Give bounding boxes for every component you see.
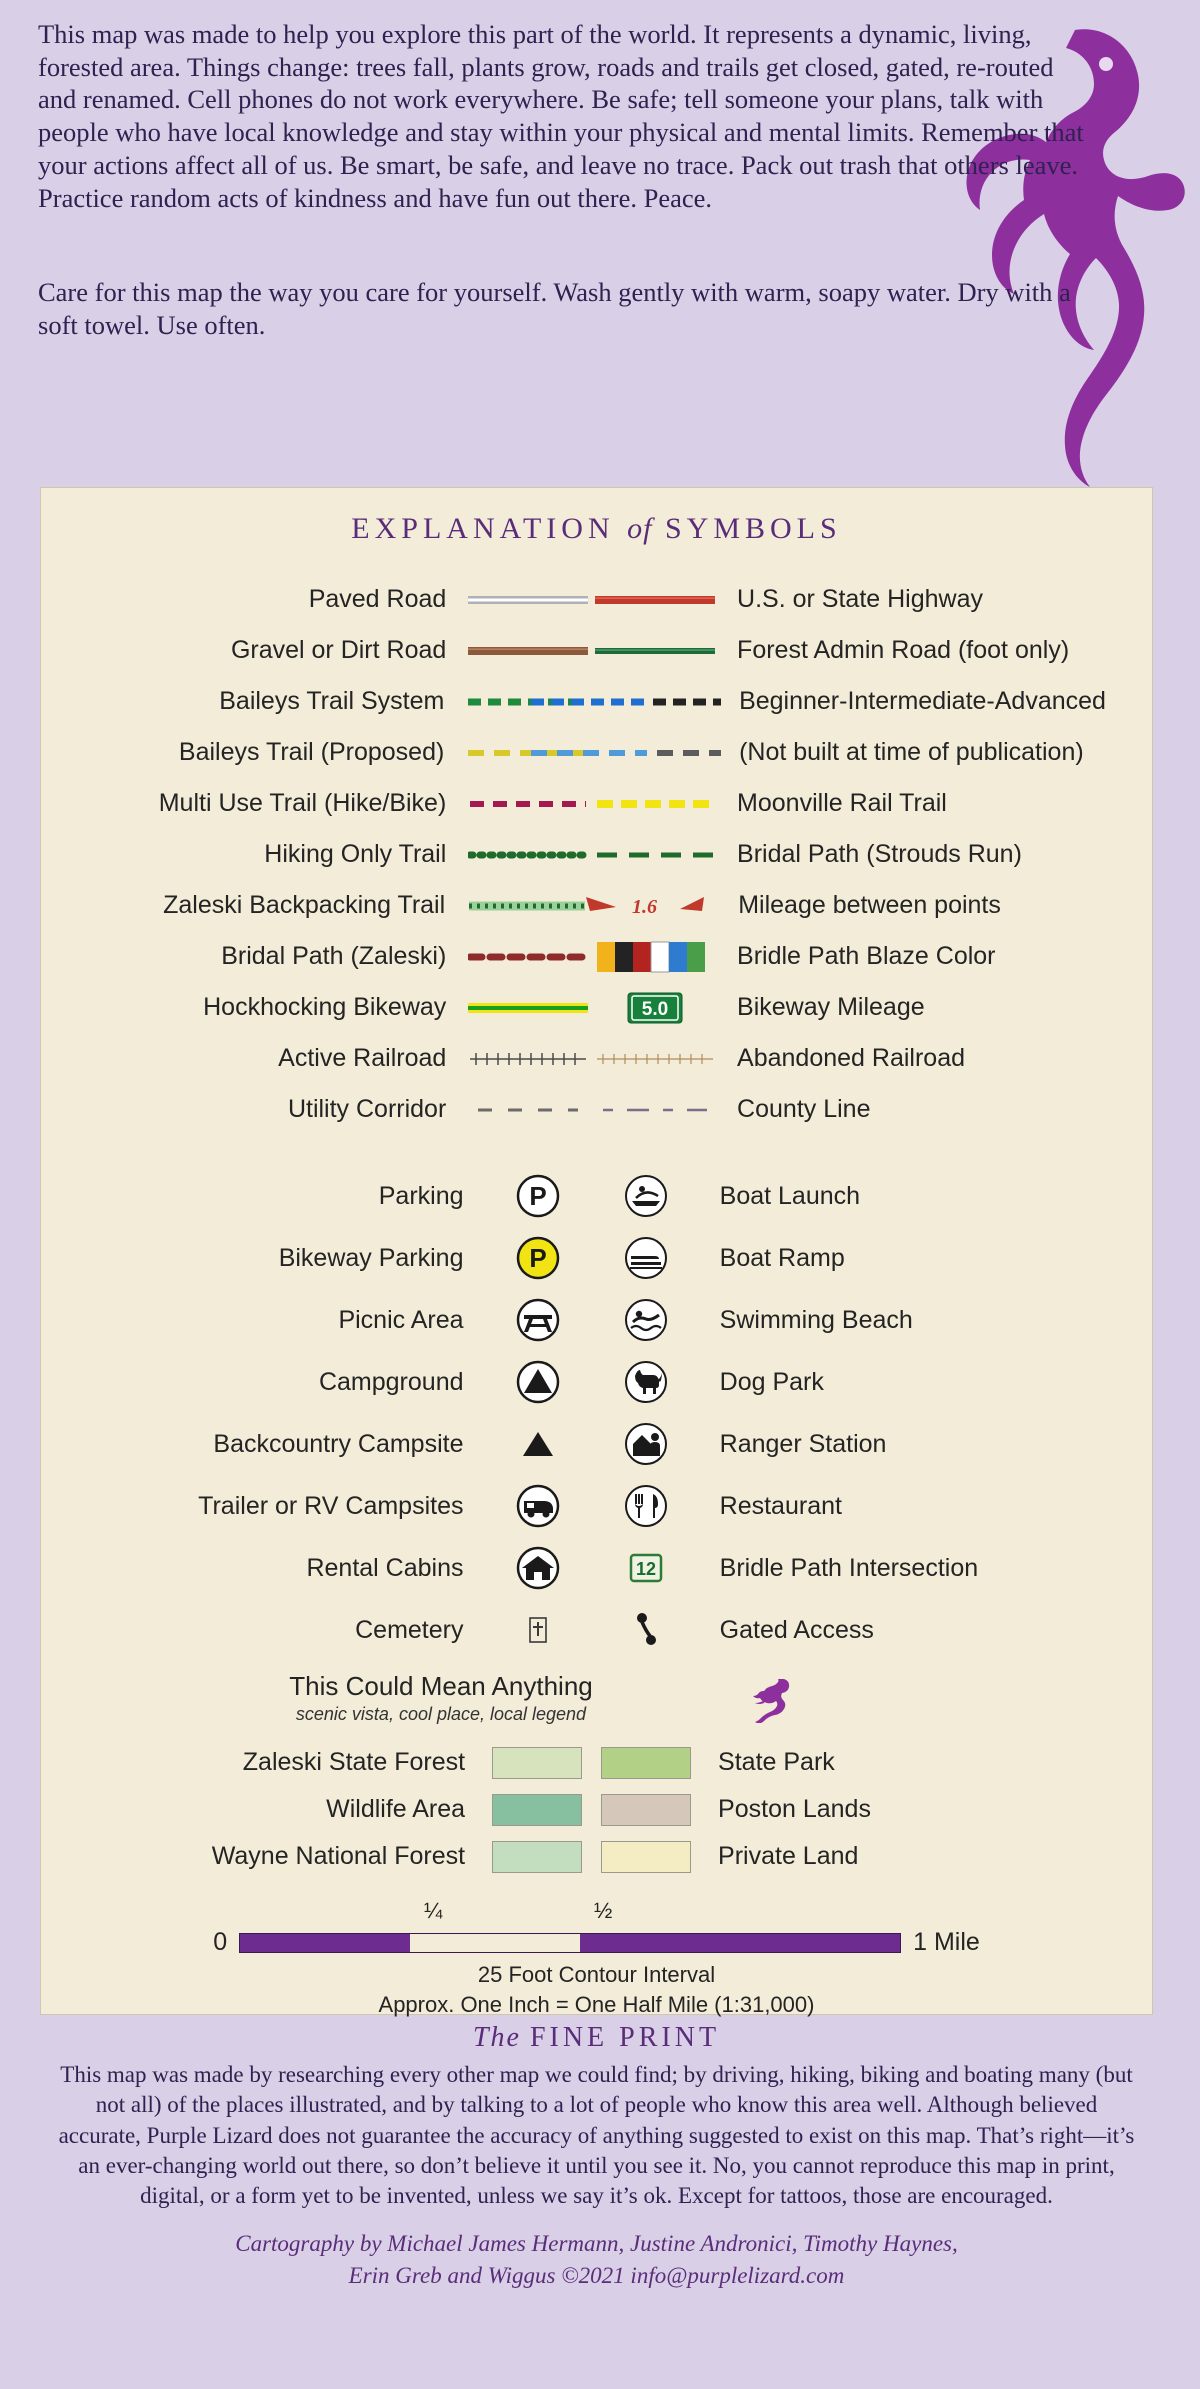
- legend-label-wayne-national-forest: Wayne National Forest: [211, 1842, 466, 1870]
- legend-row-gravel-road: [41, 625, 1152, 676]
- picnic-table-icon: [484, 1296, 592, 1344]
- legend-row-anything: [41, 1667, 1152, 1729]
- contour-interval-note: 25 Foot Contour Interval: [477, 1962, 716, 1987]
- symbol-us-highway: [592, 593, 719, 607]
- restaurant-icon: [592, 1482, 700, 1530]
- area-swatch-list: [41, 1739, 1152, 1880]
- bikeway-mileage-value: 5.0: [642, 998, 669, 1020]
- legend-label-poston-lands: Poston Lands: [718, 1795, 871, 1823]
- legend-label-bikeway-mileage: Bikeway Mileage: [737, 993, 925, 1021]
- mileage-value: 1.6: [632, 895, 658, 918]
- fine-print-credit: [40, 2228, 1153, 2292]
- legend-row-active-railroad: [41, 1033, 1152, 1084]
- cemetery-icon: [484, 1610, 592, 1650]
- bridle-intersection-value: 12: [635, 1559, 656, 1579]
- scale-bar-row: [41, 1928, 1152, 1957]
- legend-label-baileys-proposed-note: (Not built at time of publication): [739, 738, 1084, 766]
- credit-line-1: Cartography by Michael James Hermann, Justine Andronici, Timothy Haynes,: [235, 2230, 958, 2256]
- legend-row-baileys-proposed: [41, 727, 1152, 778]
- symbol-multi-use-trail: [464, 797, 591, 811]
- legend-label-private-land: Private Land: [718, 1842, 859, 1870]
- legend-label-cemetery: Cemetery: [355, 1615, 464, 1644]
- symbol-bridal-path-zaleski: [464, 950, 591, 964]
- legend-label-gated-access: Gated Access: [719, 1615, 874, 1644]
- legend-label-bikeway-parking: Bikeway Parking: [278, 1243, 464, 1272]
- legend-label-paved-road: Paved Road: [308, 585, 447, 613]
- legend-label-multi-use-trail: Multi Use Trail (Hike/Bike): [158, 789, 447, 817]
- legend-label-hockhocking-bikeway: Hockhocking Bikeway: [203, 993, 447, 1021]
- legend-title: [41, 512, 1152, 546]
- legend-label-zaleski-backpacking: Zaleski Backpacking Trail: [163, 891, 446, 919]
- fine-print-block: [40, 2022, 1153, 2292]
- campground-tent-icon: [484, 1358, 592, 1406]
- legend-label-mileage: Mileage between points: [738, 891, 1001, 919]
- legend-row-baileys-trail: [41, 676, 1152, 727]
- legend-row-zaleski-state-forest: [41, 1739, 1152, 1786]
- line-symbol-list: [41, 574, 1152, 1135]
- legend-label-utility-corridor: Utility Corridor: [287, 1095, 447, 1123]
- legend-label-rental-cabins: Rental Cabins: [306, 1553, 464, 1582]
- legend-label-moonville-rail-trail: Moonville Rail Trail: [737, 789, 947, 817]
- fine-print-title-rest: FINE PRINT: [529, 2022, 721, 2053]
- legend-row-bikeway-parking: [41, 1227, 1152, 1289]
- symbol-active-railroad: [464, 1050, 591, 1068]
- symbol-baileys-blue-black: [589, 695, 721, 709]
- legend-label-bridal-path-zaleski: Bridal Path (Zaleski): [221, 942, 447, 970]
- swatch-private-land: [592, 1841, 700, 1873]
- rv-icon: [484, 1482, 592, 1530]
- fine-print-title-the: The: [472, 2022, 521, 2053]
- legend-label-boat-launch: Boat Launch: [719, 1181, 861, 1210]
- backcountry-tent-icon: [484, 1420, 592, 1468]
- scale-segment-2: [410, 1934, 580, 1952]
- legend-label-restaurant: Restaurant: [719, 1491, 842, 1520]
- symbol-bridal-path-strouds: [592, 848, 719, 862]
- legend-title-symbols: SYMBOLS: [664, 512, 842, 545]
- legend-row-wayne-national-forest: [41, 1833, 1152, 1880]
- swatch-state-park: [592, 1747, 700, 1779]
- boat-launch-icon: [592, 1172, 700, 1220]
- legend-label-gravel-road: Gravel or Dirt Road: [230, 636, 447, 664]
- fine-print-title: [40, 2022, 1153, 2054]
- symbol-moonville-rail-trail: [592, 797, 719, 811]
- legend-row-wildlife-area: [41, 1786, 1152, 1833]
- legend-label-baileys-proposed: Baileys Trail (Proposed): [178, 738, 445, 766]
- fine-print-body: This map was made by researching every other map we could find; by driving, hiking, biking and boating many (but not all) of the places illustrated, and by talking to a lot of people who know this area well. Although believed accurate, Purple Lizard does not guarantee the accuracy of anything suggested to exist on this map. That’s right—it’s an ever-changing world out there, so don’t believe it until you see it. No, you cannot reproduce this map in print, digital, or a form yet to be invented, unless we say it’s ok. Except for tattoos, those are encouraged.: [58, 2062, 1135, 2209]
- swatch-poston-lands: [592, 1794, 700, 1826]
- legend-row-parking: [41, 1165, 1152, 1227]
- scale-bar-block: [41, 1898, 1152, 2017]
- intro-paragraph-1: This map was made to help you explore this part of the world. It represents a dynamic, living, forested area. Things change: trees fall, plants grow, roads and trails get closed, gated, re-routed and renamed. Cell phones do not work everywhere. Be safe; tell someone your plans, talk with people who have local knowledge and stay within your physical and mental limits. Remember that your actions affect all of us. Be smart, be safe, and leave no trace. Pack out trash that others leave. Practice random acts of kindness and have fun out there. Peace.: [38, 19, 1084, 213]
- legend-label-county-line: County Line: [737, 1095, 871, 1123]
- legend-label-bridle-intersection: Bridle Path Intersection: [719, 1553, 979, 1582]
- legend-label-baileys-difficulty: Beginner-Intermediate-Advanced: [739, 687, 1106, 715]
- legend-row-paved-road: [41, 574, 1152, 625]
- swatch-wildlife-area: [483, 1794, 591, 1826]
- gate-icon: [592, 1608, 700, 1652]
- symbol-baileys-proposed-blue-black: [589, 746, 721, 760]
- svg-text:P: P: [528, 1243, 547, 1273]
- boat-ramp-icon: [592, 1234, 700, 1282]
- svg-text:P: P: [528, 1181, 547, 1211]
- legend-row-rental-cabins: [41, 1537, 1152, 1599]
- parking-p-icon: [484, 1172, 592, 1220]
- point-symbol-list: [41, 1165, 1152, 1661]
- legend-row-hockhocking-bikeway: [41, 982, 1152, 1033]
- swatch-wayne-national-forest: [483, 1841, 591, 1873]
- symbol-county-line: [592, 1103, 719, 1117]
- legend-label-forest-admin-road: Forest Admin Road (foot only): [737, 636, 1070, 664]
- legend-label-wildlife-area: Wildlife Area: [326, 1795, 466, 1823]
- swimming-icon: [592, 1296, 700, 1344]
- legend-row-bridal-path-zaleski: [41, 931, 1152, 982]
- legend-label-dog-park: Dog Park: [719, 1367, 824, 1396]
- legend-label-us-highway: U.S. or State Highway: [737, 585, 983, 613]
- legend-label-zaleski-state-forest: Zaleski State Forest: [242, 1748, 466, 1776]
- bridle-intersection-icon: [592, 1548, 700, 1588]
- dog-icon: [592, 1358, 700, 1406]
- legend-row-utility-corridor: [41, 1084, 1152, 1135]
- scale-half-label: ½: [594, 1898, 613, 1923]
- scale-ratio-note: Approx. One Inch = One Half Mile (1:31,000): [378, 1991, 815, 2017]
- symbol-hockhocking-bikeway: [464, 1001, 591, 1015]
- scale-segment-1: [240, 1934, 410, 1952]
- legend-label-bridal-path-strouds: Bridal Path (Strouds Run): [737, 840, 1022, 868]
- legend-title-of: of: [627, 512, 653, 545]
- legend-label-abandoned-railroad: Abandoned Railroad: [737, 1044, 966, 1072]
- legend-row-hiking-only: [41, 829, 1152, 880]
- symbol-utility-corridor: [464, 1103, 591, 1117]
- legend-row-multi-use-trail: [41, 778, 1152, 829]
- symbol-blaze-colors: [592, 940, 719, 974]
- legend-label-blaze-colors: Bridle Path Blaze Color: [737, 942, 996, 970]
- legend-label-backcountry-campsite: Backcountry Campsite: [213, 1429, 464, 1458]
- legend-label-campground: Campground: [318, 1367, 464, 1396]
- anything-title: This Could Mean Anything: [289, 1671, 593, 1701]
- symbol-bikeway-mileage-badge: [592, 991, 719, 1025]
- legend-label-state-park: State Park: [718, 1748, 835, 1776]
- scale-quarter-label: ¼: [424, 1898, 443, 1923]
- legend-label-rv-campsites: Trailer or RV Campsites: [198, 1491, 464, 1520]
- symbol-hiking-only-trail: [464, 848, 591, 862]
- credit-line-2: Erin Greb and Wiggus ©2021 info@purplelizard.com: [348, 2262, 845, 2288]
- legend-label-swimming-beach: Swimming Beach: [719, 1305, 913, 1334]
- legend-label-active-railroad: Active Railroad: [278, 1044, 447, 1072]
- legend-label-picnic-area: Picnic Area: [338, 1305, 464, 1334]
- symbol-abandoned-railroad: [592, 1050, 719, 1068]
- intro-paragraph-2: Care for this map the way you care for yourself. Wash gently with warm, soapy water. Dry with a soft towel. Use often.: [38, 277, 1071, 341]
- swatch-zaleski-state-forest: [483, 1747, 591, 1779]
- symbol-mileage-arrows: [590, 891, 720, 921]
- anything-subtitle: scenic vista, cool place, local legend: [295, 1704, 587, 1724]
- legend-row-picnic-area: [41, 1289, 1152, 1351]
- symbol-zaleski-backpacking: [463, 899, 590, 913]
- symbol-forest-admin-road: [592, 644, 719, 658]
- legend-label-boat-ramp: Boat Ramp: [719, 1243, 845, 1272]
- intro-text: [38, 18, 1088, 352]
- anything-text-block: [171, 1671, 711, 1725]
- symbol-paved-road: [464, 593, 591, 607]
- legend-row-zaleski-backpacking: [41, 880, 1152, 931]
- legend-label-ranger-station: Ranger Station: [719, 1429, 887, 1458]
- legend-row-rv-campsites: [41, 1475, 1152, 1537]
- legend-row-campground: [41, 1351, 1152, 1413]
- legend-row-cemetery: [41, 1599, 1152, 1661]
- legend-row-backcountry-campsite: [41, 1413, 1152, 1475]
- scale-end-label: 1 Mile: [913, 1928, 980, 1956]
- legend-title-main: EXPLANATION: [351, 512, 615, 545]
- legend-label-baileys-trail: Baileys Trail System: [219, 687, 445, 715]
- bikeway-parking-icon: [484, 1234, 592, 1282]
- lizard-icon: [711, 1673, 821, 1723]
- scale-segment-3: [580, 1934, 900, 1952]
- symbol-gravel-road: [464, 644, 591, 658]
- legend-label-parking: Parking: [378, 1181, 464, 1210]
- legend-label-hiking-only: Hiking Only Trail: [264, 840, 447, 868]
- scale-bar: [239, 1933, 901, 1953]
- scale-tick-labels: [41, 1898, 1152, 1926]
- cabin-icon: [484, 1544, 592, 1592]
- legend-panel: [40, 487, 1153, 2015]
- scale-note: [41, 1960, 1152, 2019]
- ranger-station-icon: [592, 1420, 700, 1468]
- scale-start-label: 0: [213, 1928, 228, 1956]
